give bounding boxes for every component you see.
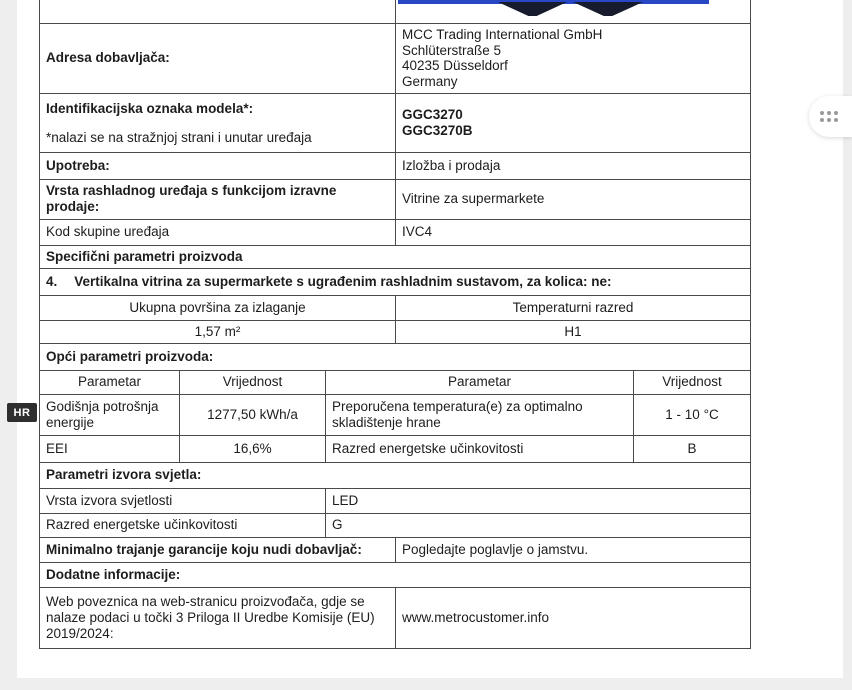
param-value: 1 - 10 °C (634, 394, 751, 435)
supplier-address-label: Adresa dobavljača: (40, 23, 396, 93)
param-value: 1277,50 kWh/a (180, 394, 326, 435)
table-row (40, 343, 751, 370)
param-value: G (326, 513, 751, 537)
brand-logo-fragment (398, 0, 709, 18)
table-row (40, 462, 751, 488)
light-params-header: Parametri izvora svjetla: (40, 462, 751, 488)
address-line: MCC Trading International GmbH (402, 27, 603, 42)
logo-cell (396, 0, 751, 23)
table-row (40, 152, 751, 179)
param-name: Razred energetske učinkovitosti (326, 435, 634, 462)
table-row (40, 435, 751, 462)
general-params-header: Opći parametri proizvoda: (40, 343, 751, 370)
column-header: Parametar (326, 370, 634, 394)
table-row (40, 93, 751, 152)
specific-params-header: Specifični parametri proizvoda (40, 245, 751, 268)
param-name: Preporučena temperatura(e) za optimalno skladištenje hrane (326, 394, 634, 435)
warranty-label: Minimalno trajanje garancije koju nudi dobavljač: (40, 537, 396, 562)
appliance-type-label: Vrsta rashladnog uređaja s funkcijom izravne prodaje: (40, 179, 396, 219)
table-row (40, 513, 751, 537)
table-row (40, 587, 751, 648)
table-row (40, 245, 751, 268)
appliance-type-value: Vitrine za supermarkete (396, 179, 751, 219)
model-id-values (396, 93, 751, 152)
group-code-value: IVC4 (396, 219, 751, 245)
column-header: Parametar (40, 370, 180, 394)
param-value: LED (326, 488, 751, 513)
param-name: EEI (40, 435, 180, 462)
table-row (40, 0, 751, 23)
table-row (40, 488, 751, 513)
usage-label: Upotreba: (40, 152, 396, 179)
param-value: 16,6% (180, 435, 326, 462)
category-row (40, 268, 751, 295)
table-row (40, 179, 751, 219)
table-row (40, 562, 751, 587)
logo-chevron-icon (573, 2, 643, 16)
table-row (40, 370, 751, 394)
grid-dots-icon (820, 111, 838, 122)
warranty-value: Pogledajte poglavlje o jamstvu. (396, 537, 751, 562)
display-area-header: Ukupna površina za izlaganje (40, 295, 396, 320)
empty-cell (40, 0, 396, 23)
side-toolbar-handle[interactable] (809, 96, 852, 137)
additional-info-header: Dodatne informacije: (40, 562, 751, 587)
param-name: Godišnja potrošnja energije (40, 394, 180, 435)
table-row (40, 295, 751, 320)
usage-value: Izložba i prodaja (396, 152, 751, 179)
model-id-label: Identifikacijska oznaka modela*: (46, 101, 254, 116)
table-row (40, 219, 751, 245)
temp-class-header: Temperaturni razred (396, 295, 751, 320)
product-information-table (39, 0, 751, 649)
document-page (17, 0, 843, 678)
table-row (40, 268, 751, 295)
temp-class-value: H1 (396, 320, 751, 343)
language-badge-label: HR (13, 406, 31, 419)
table-row (40, 394, 751, 435)
model-id-note: *nalazi se na stražnjoj strani i unutar uređaja (46, 130, 312, 145)
param-name: Razred energetske učinkovitosti (40, 513, 326, 537)
group-code-label: Kod skupine uređaja (40, 219, 396, 245)
table-row (40, 23, 751, 93)
address-line: Schlüterstraße 5 (402, 42, 502, 58)
address-line: Germany (402, 73, 458, 89)
address-line: 40235 Düsseldorf (402, 58, 508, 73)
logo-chevron-icon (498, 2, 567, 16)
param-name: Vrsta izvora svjetlosti (40, 488, 326, 513)
category-number: 4. (46, 273, 58, 289)
supplier-address-value (396, 23, 751, 93)
model-number: GGC3270 (402, 107, 463, 122)
model-id-label-cell (40, 93, 396, 152)
model-number: GGC3270B (402, 122, 473, 138)
category-text: Vertikalna vitrina za supermarkete s ugrađenim rashladnim sustavom, za kolica: ne: (74, 273, 612, 289)
weblink-value: www.metrocustomer.info (396, 587, 751, 648)
display-area-value: 1,57 m² (40, 320, 396, 343)
weblink-label: Web poveznica na web-stranicu proizvođača, gdje se nalaze podaci u točki 3 Priloga II Uredbe Komisije (EU) 2019/2024: (40, 587, 396, 648)
table-row (40, 320, 751, 343)
param-value: B (634, 435, 751, 462)
table-row (40, 537, 751, 562)
column-header: Vrijednost (634, 370, 751, 394)
column-header: Vrijednost (180, 370, 326, 394)
language-badge[interactable] (7, 403, 37, 422)
